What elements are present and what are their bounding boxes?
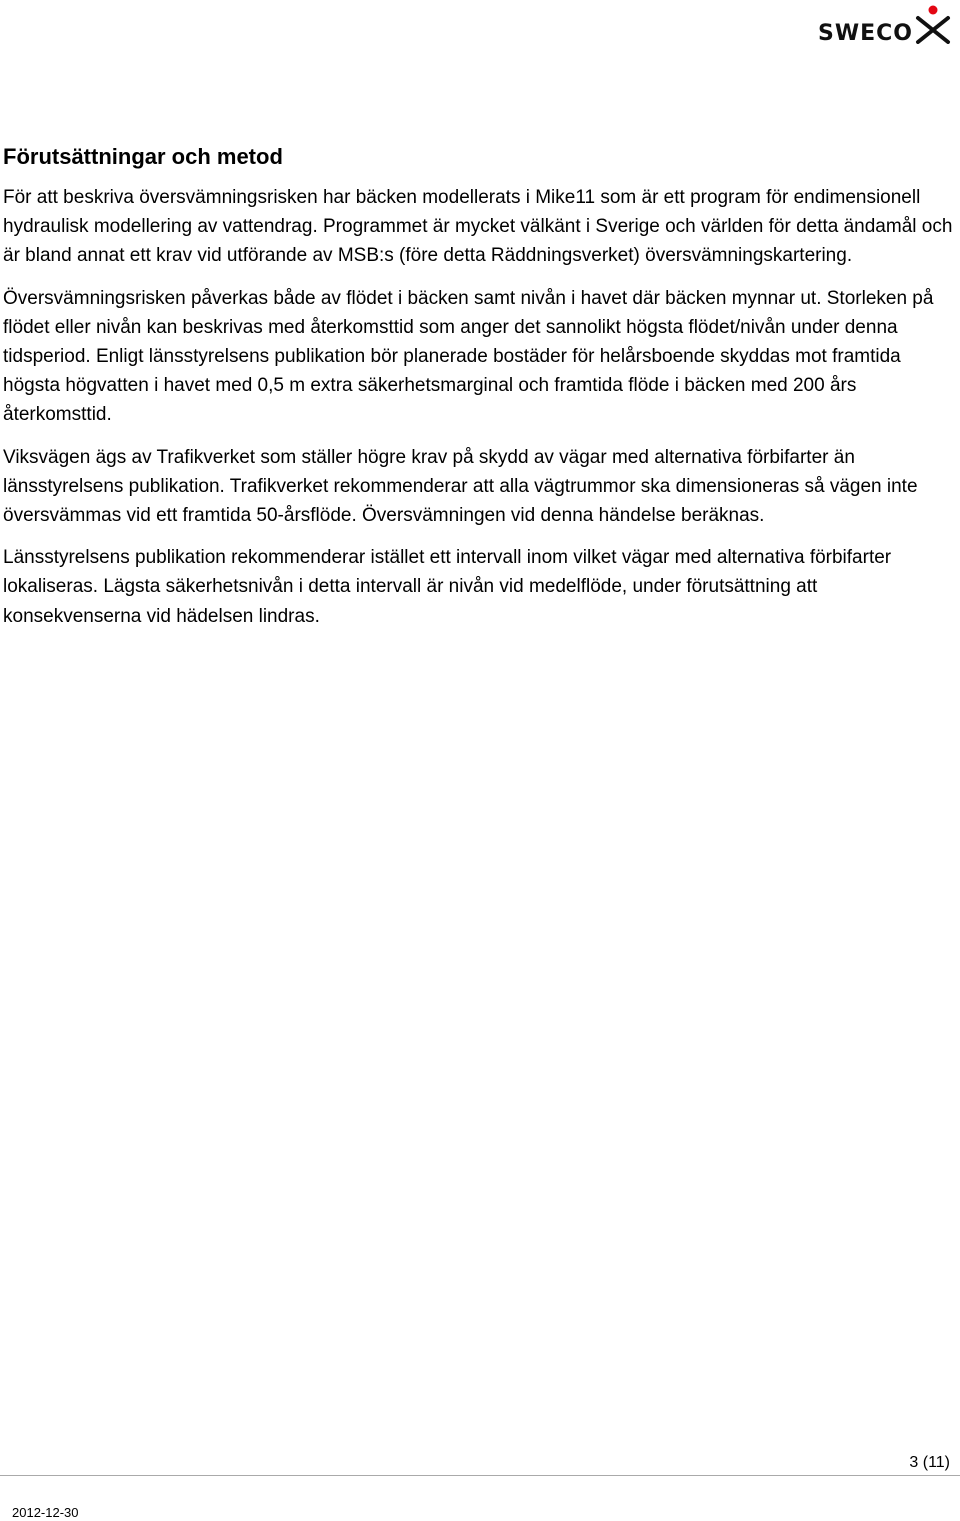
section-heading: Förutsättningar och metod	[3, 144, 283, 169]
footer-divider	[0, 1475, 960, 1476]
document-body	[3, 140, 953, 644]
paragraph-lansstyrelsen: Länsstyrelsens publikation rekommenderar istället ett intervall inom vilket vägar med alternativa förbifarter lokaliseras. Lägsta säkerhetsnivån i detta intervall är nivån vid medelflöde, under förutsättning att konsekvenserna vid hädelsen lindras.	[3, 547, 892, 627]
paragraph-trafikverket: Viksvägen ägs av Trafikverket som ställer högre krav på skydd av vägar med alternativa förbifarter än länsstyrelsens publikation. Trafikverket rekommenderar att alla vägtrummor ska dimensioneras så vägen inte översvämmas vid ett framtida 50-årsflöde. Översvämningen vid denna händelse beräknas.	[3, 446, 918, 527]
footer-date: 2012-12-30	[12, 1505, 79, 1520]
sweco-logo	[818, 4, 954, 48]
logo-text: SWECO	[818, 21, 913, 46]
paragraph-method: För att beskriva översvämningsrisken har bäcken modellerats i Mike11 som är ett program för endimensionell hydraulisk modellering av vattendrag. Programmet är mycket välkänt i Sverige och världen för detta ändamål och är bland annat ett krav vid utförande av MSB:s (före detta Räddningsverket) översvämningskartering.	[3, 187, 953, 267]
page-number: 3 (11)	[909, 1454, 950, 1471]
paragraph-flood-risk: Översvämningsrisken påverkas både av flödet i bäcken samt nivån i havet där bäcken mynnar ut. Storleken på flödet eller nivån kan beskrivas med återkomsttid som anger det sannolikt högsta flödet/nivån under denna tidsperiod. Enligt länsstyrelsens publikation bör planerade bostäder för helårsboende skyddas mot framtida högsta högvatten i havet med 0,5 m extra säkerhetsmarginal och framtida flöde i bäcken med 200 års återkomsttid.	[3, 287, 934, 426]
sweco-logo-icon	[914, 4, 952, 44]
